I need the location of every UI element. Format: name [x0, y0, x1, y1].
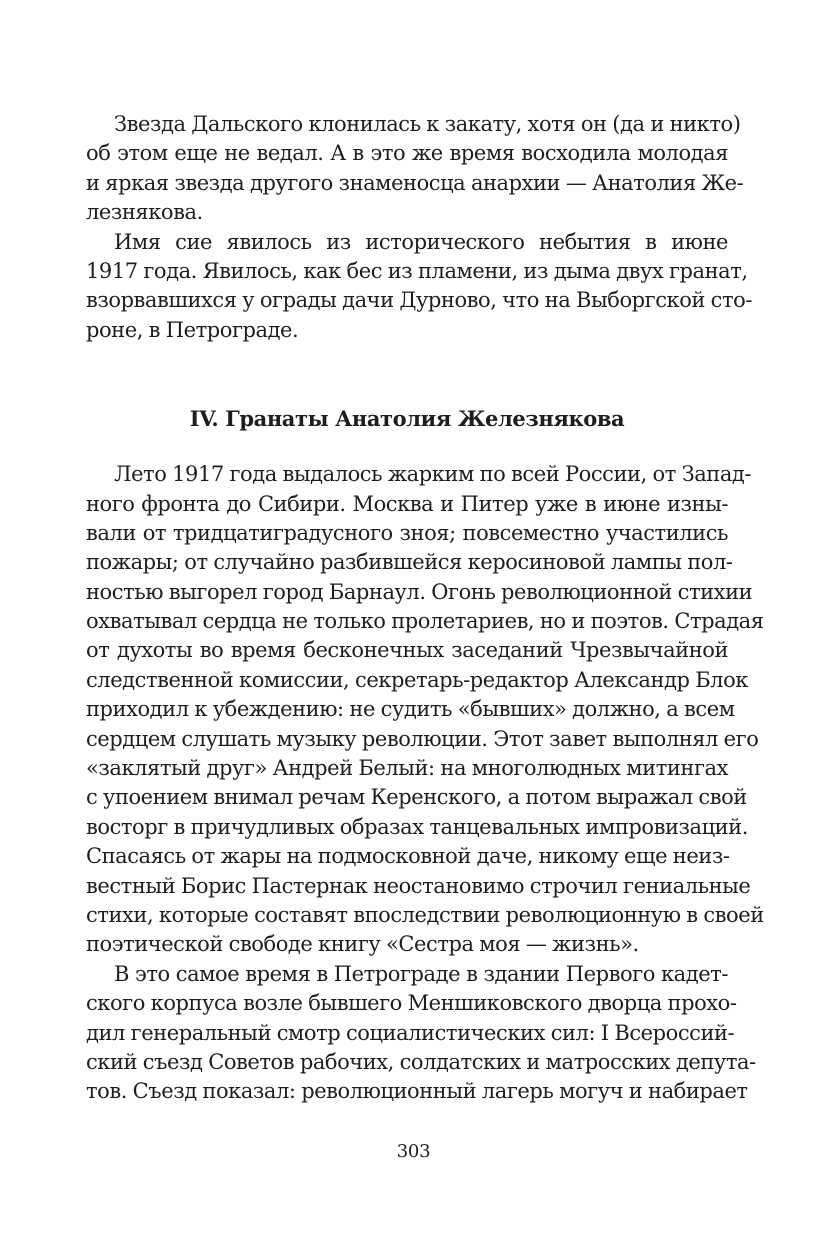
text-line: поэтической свободе книгу «Сестра моя — жизнь». [86, 932, 639, 957]
text-line: вали от тридцатиградусного зноя; повсеместно участились [86, 520, 728, 545]
book-page [86, 110, 764, 1107]
chapter-heading: IV. Гранаты Анатолия Железнякова [189, 406, 625, 432]
text-line: Имя сие явилось из исторического небытия в июне [114, 229, 728, 254]
text-line: дил генеральный смотр социалистических сил: I Всероссий- [86, 1020, 735, 1045]
text-line: «заклятый друг» Андрей Белый: на многолюдных митингах [86, 756, 728, 781]
text-line: пожары; от случайно разбившейся керосиновой лампы пол- [86, 550, 733, 575]
text-line: ский съезд Советов рабочих, солдатских и матросских депута- [86, 1049, 756, 1074]
text-line: ского корпуса возле бывшего Меншиковского дворца прохо- [86, 991, 737, 1016]
text-line: восторг в причудливых образах танцевальных импровизаций. [86, 814, 748, 839]
text-line: ностью выгорел город Барнаул. Огонь революционной стихии [86, 579, 753, 604]
paragraph [86, 228, 752, 346]
text-line: тов. Съезд показал: революционный лагерь могуч и набирает [86, 1079, 748, 1104]
text-line: и яркая звезда другого знаменосца анархии — Анатолия Же- [86, 170, 744, 195]
text-line: В это самое время в Петрограде в здании Первого кадет- [114, 961, 728, 986]
text-line: вестный Борис Пастернак неостановимо строчил гениальные [86, 873, 751, 898]
text-line: сердцем слушать музыку революции. Этот завет выполнял его [86, 726, 759, 751]
text-line: ного фронта до Сибири. Москва и Питер уже в июне изны- [86, 491, 728, 516]
paragraph [86, 960, 756, 1107]
text-line: с упоением внимал речам Керенского, а потом выражал свой [86, 785, 747, 810]
paragraph [86, 110, 744, 228]
text-line: стихи, которые составят впоследствии революционную в своей [86, 902, 764, 927]
text-line: охватывал сердца не только пролетариев, но и поэтов. Страдая [86, 609, 764, 634]
text-line: лезнякова. [86, 200, 203, 225]
text-line: от духоты во время бесконечных заседаний Чрезвычайной [86, 638, 728, 663]
text-line: Лето 1917 года выдалось жарким по всей России, от Запад- [114, 462, 752, 487]
text-line: Звезда Дальского клонилась к закату, хотя он (да и никто) [114, 112, 741, 136]
text-line: взорвавшихся у ограды дачи Дурново, что на Выборгской сто- [86, 288, 752, 313]
text-line: 1917 года. Явилось, как бес из пламени, из дыма двух гранат, [86, 258, 748, 283]
text-line: Спасаясь от жары на подмосковной даче, никому еще неиз- [86, 844, 730, 869]
text-block-bottom [86, 460, 764, 1107]
text-line: следственной комиссии, секретарь-редактор Александр Блок [86, 667, 748, 692]
text-block-top [86, 110, 752, 345]
paragraph [86, 460, 764, 960]
text-line: роне, в Петрограде. [86, 317, 299, 342]
text-line: об этом еще не ведал. А в это же время восходила молодая [86, 141, 728, 166]
text-line: приходил к убеждению: не судить «бывших» должно, а всем [86, 697, 735, 722]
page-number: 303 [396, 1141, 431, 1162]
